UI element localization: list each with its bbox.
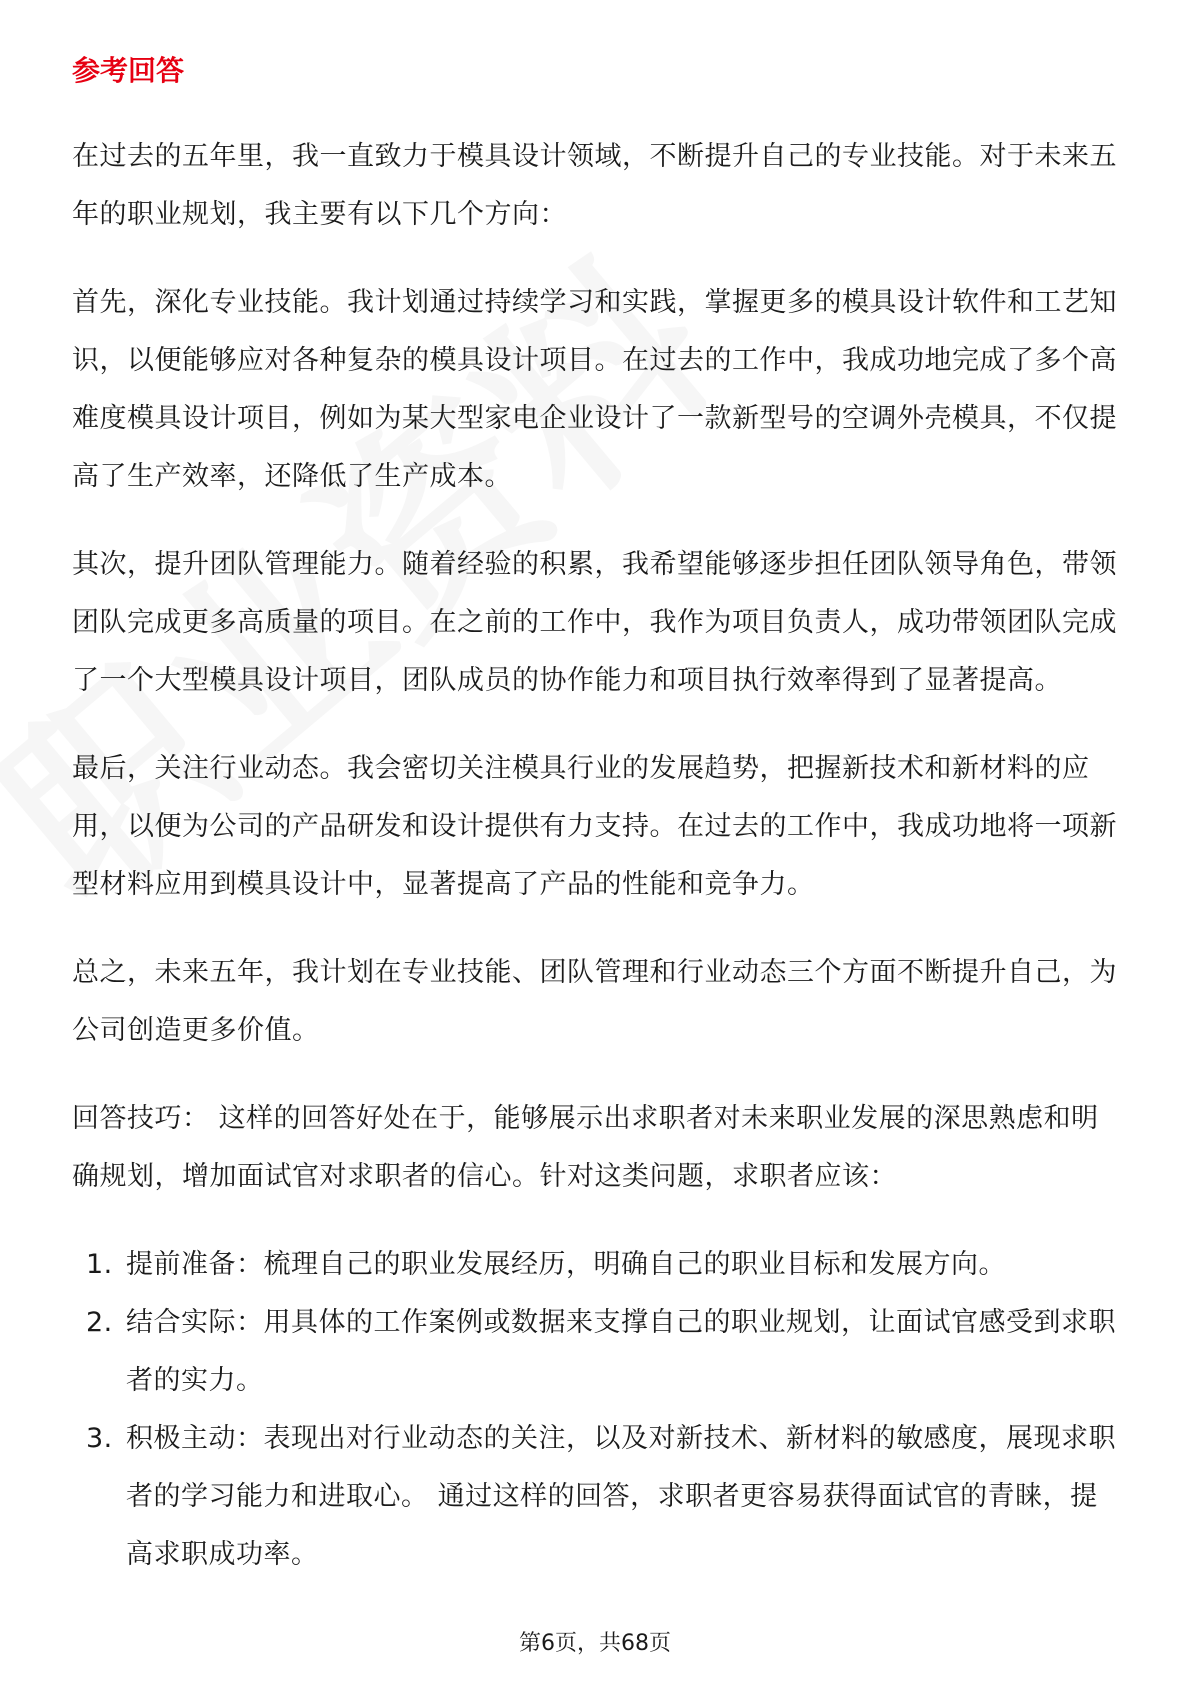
list-item-text: 结合实际：用具体的工作案例或数据来支撑自己的职业规划，让面试官感受到求职者的实力。	[126, 1307, 1116, 1396]
list-item-text: 积极主动：表现出对行业动态的关注，以及对新技术、新材料的敏感度，展现求职者的学习能力和进取心。 通过这样的回答，求职者更容易获得面试官的青睐，提高求职成功率。	[126, 1423, 1116, 1570]
paragraph-intro: 在过去的五年里，我一直致力于模具设计领域，不断提升自己的专业技能。对于未来五年的职业规划，我主要有以下几个方向：	[72, 141, 1117, 230]
list-item-number: 3.	[86, 1423, 113, 1454]
list-item	[72, 1236, 1122, 1294]
paragraph-summary: 总之，未来五年，我计划在专业技能、团队管理和行业动态三个方面不断提升自己，为公司创造更多价值。	[72, 957, 1117, 1046]
list-item-text: 提前准备：梳理自己的职业发展经历，明确自己的职业目标和发展方向。	[126, 1249, 1006, 1280]
paragraph-last: 最后，关注行业动态。我会密切关注模具行业的发展趋势，把握新技术和新材料的应用，以便为公司的产品研发和设计提供有力支持。在过去的工作中，我成功地将一项新型材料应用到模具设计中，显著提高了产品的性能和竞争力。	[72, 753, 1117, 900]
section-heading: 参考回答	[72, 54, 185, 87]
list-item-number: 1.	[86, 1249, 113, 1280]
list-item	[72, 1410, 1122, 1584]
paragraph-second: 其次，提升团队管理能力。随着经验的积累，我希望能够逐步担任团队领导角色，带领团队完成更多高质量的项目。在之前的工作中，我作为项目负责人，成功带领团队完成了一个大型模具设计项目，团队成员的协作能力和项目执行效率得到了显著提高。	[72, 549, 1117, 696]
document-body	[72, 48, 1122, 1584]
list-item	[72, 1294, 1122, 1410]
list-item-number: 2.	[86, 1307, 113, 1338]
tips-list	[72, 1236, 1122, 1584]
page-footer: 第6页，共68页	[519, 1631, 671, 1656]
paragraph-tips-intro: 回答技巧： 这样的回答好处在于，能够展示出求职者对未来职业发展的深思熟虑和明确规划，增加面试官对求职者的信心。针对这类问题，求职者应该：	[72, 1103, 1099, 1192]
paragraph-first: 首先，深化专业技能。我计划通过持续学习和实践，掌握更多的模具设计软件和工艺知识，以便能够应对各种复杂的模具设计项目。在过去的工作中，我成功地完成了多个高难度模具设计项目，例如为某大型家电企业设计了一款新型号的空调外壳模具，不仅提高了生产效率，还降低了生产成本。	[72, 287, 1117, 492]
